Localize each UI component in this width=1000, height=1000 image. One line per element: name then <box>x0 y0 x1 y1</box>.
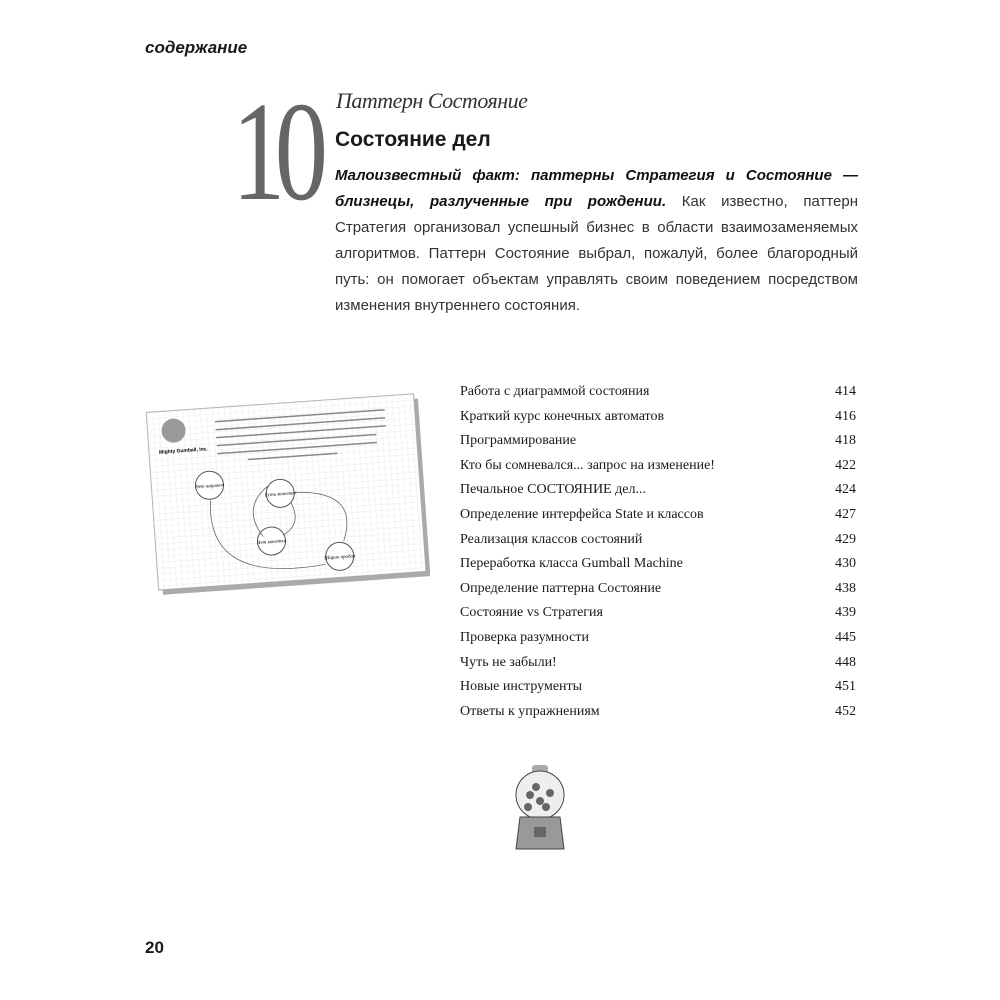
toc-entry-label: Реализация классов состояний <box>460 531 643 547</box>
gumball-machine-image <box>510 765 570 855</box>
toc-entry[interactable] <box>460 577 856 602</box>
toc-entry[interactable] <box>460 700 856 725</box>
toc-entry[interactable] <box>460 429 856 454</box>
toc-entry-page: 438 <box>835 580 856 596</box>
toc-entry-page: 414 <box>835 384 856 399</box>
state-label: Шарик продан <box>324 554 356 562</box>
toc-entry[interactable] <box>460 380 856 405</box>
state-label: Нет монетки <box>256 539 287 547</box>
intro-bold: Малоизвестный факт: паттерны Стратегия и Состояние — близнецы, разлученные при рождении. <box>335 167 858 210</box>
toc-entry[interactable] <box>460 454 856 479</box>
toc-entry-page: 439 <box>835 605 856 621</box>
toc-entry[interactable] <box>460 528 856 553</box>
toc-entry-page: 422 <box>835 457 856 473</box>
toc-entry-label: Новые инструменты <box>460 679 583 695</box>
toc-entry[interactable] <box>460 651 856 676</box>
toc-entry-label: Определение интерфейса State и классов <box>460 506 704 522</box>
toc-entry[interactable] <box>460 405 856 430</box>
toc-entry-page: 416 <box>835 408 856 424</box>
intro-text: Как известно, паттерн Стратегия организовал успешный бизнес в области взаимозаменяемых алгоритмов. Паттерн Состояние выбрал, пожалуй, более благородный путь: он помогает объектам управлять своим поведением посредством изменения внутреннего состояния. <box>335 193 858 314</box>
toc-entry-page: 430 <box>835 556 856 572</box>
toc-entry[interactable] <box>460 503 856 528</box>
toc-entry-page: 429 <box>835 531 856 547</box>
toc-entry[interactable] <box>460 601 856 626</box>
chapter-title: Состояние дел <box>335 128 491 151</box>
chapter-script-title: Паттерн Состояние <box>336 88 528 113</box>
company-name: Mighty Gumball, Inc. <box>158 446 209 456</box>
table-of-contents <box>460 380 856 724</box>
toc-entry-label: Краткий курс конечных автоматов <box>460 408 665 424</box>
toc-entry-page: 418 <box>835 433 856 449</box>
toc-entry-label: Определение паттерна Состояние <box>460 580 662 596</box>
toc-entry-page: 445 <box>835 629 856 645</box>
toc-entry[interactable] <box>460 552 856 577</box>
toc-entry-label: Переработка класса Gumball Machine <box>460 556 683 572</box>
toc-entry[interactable] <box>460 478 856 503</box>
state-label: Нет шариков <box>195 483 225 491</box>
toc-entry-label: Проверка разумности <box>460 629 589 645</box>
toc-entry-page: 427 <box>835 506 856 522</box>
toc-entry-page: 452 <box>835 703 856 719</box>
toc-entry[interactable] <box>460 626 856 651</box>
toc-entry-label: Работа с диаграммой состояния <box>460 384 650 399</box>
toc-entry-label: Кто бы сомневался... запрос на изменение! <box>460 457 715 473</box>
toc-entry-label: Ответы к упражнениям <box>460 703 600 719</box>
toc-entry-page: 448 <box>835 654 856 670</box>
page-number: 20 <box>145 938 164 957</box>
toc-entry-label: Чуть не забыли! <box>460 654 557 670</box>
toc-entry-label: Печальное СОСТОЯНИЕ дел... <box>460 482 646 498</box>
toc-entry-page: 451 <box>835 679 856 695</box>
section-header: содержание <box>145 38 248 57</box>
state-diagram-image <box>140 385 430 595</box>
toc-entry-page: 424 <box>835 482 856 498</box>
chapter-intro <box>335 163 858 319</box>
state-label: Есть монетка <box>264 491 296 499</box>
toc-entry[interactable] <box>460 675 856 700</box>
chapter-number: 10 <box>232 72 318 230</box>
toc-entry-label: Программирование <box>460 433 577 449</box>
toc-entry-label: Состояние vs Стратегия <box>460 605 603 621</box>
